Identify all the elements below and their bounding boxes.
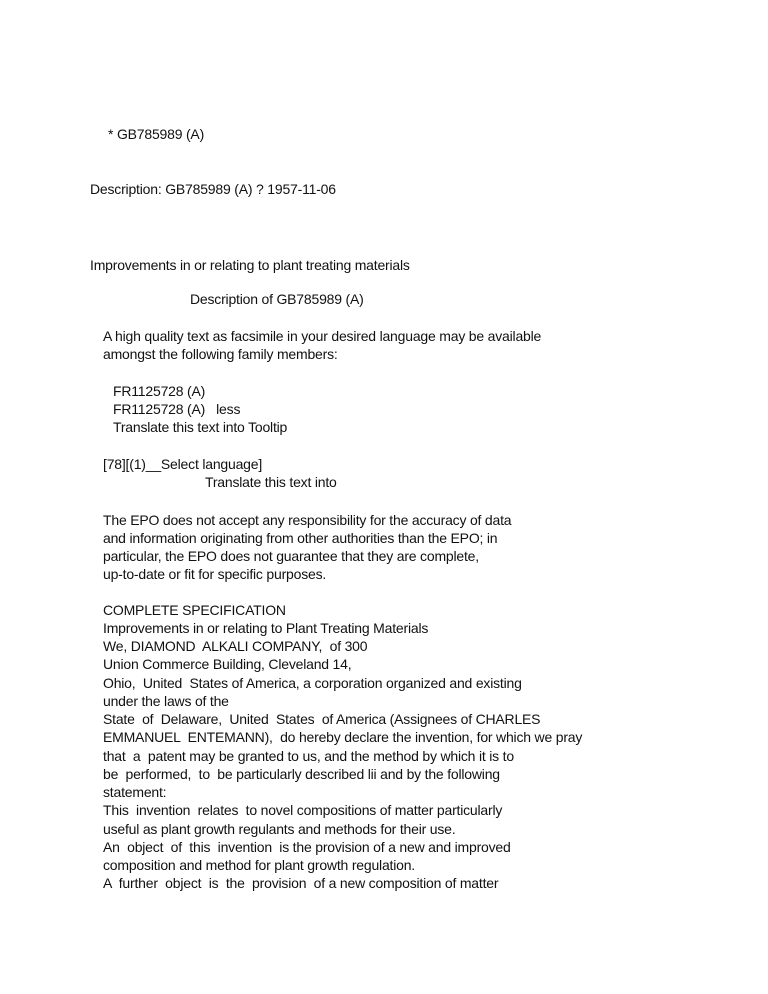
doc-id: * GB785989 (A) bbox=[108, 126, 205, 142]
specification-line: composition and method for plant growth regulation. bbox=[103, 857, 415, 873]
disclaimer-line-4: up-to-date or fit for specific purposes. bbox=[103, 566, 327, 582]
select-language-link[interactable]: [78][(1)__Select language] bbox=[103, 456, 263, 472]
description-heading: Description of GB785989 (A) bbox=[190, 291, 364, 307]
family-member-link[interactable]: FR1125728 (A) bbox=[113, 383, 206, 399]
document-title: Improvements in or relating to plant treating materials bbox=[90, 257, 410, 273]
facsimile-note-line-1: A high quality text as facsimile in your desired language may be available bbox=[103, 328, 542, 344]
specification-title: Improvements in or relating to Plant Treating Materials bbox=[103, 620, 429, 636]
specification-line: statement: bbox=[103, 784, 167, 800]
specification-line: Union Commerce Building, Cleveland 14, bbox=[103, 656, 352, 672]
specification-line: useful as plant growth regulants and methods for their use. bbox=[103, 821, 456, 837]
specification-line: State of Delaware, United States of America (Assignees of CHARLES bbox=[103, 711, 541, 727]
specification-heading: COMPLETE SPECIFICATION bbox=[103, 602, 286, 618]
specification-line: We, DIAMOND ALKALI COMPANY, of 300 bbox=[103, 638, 368, 654]
description-line: Description: GB785989 (A) ? 1957-11-06 bbox=[90, 181, 336, 197]
specification-line: be performed, to be particularly described lii and by the following bbox=[103, 766, 500, 782]
translate-text-label: Translate this text into bbox=[205, 474, 337, 490]
family-member-less-link[interactable]: FR1125728 (A) less bbox=[113, 401, 241, 417]
specification-line: under the laws of the bbox=[103, 693, 229, 709]
specification-line: This invention relates to novel compositions of matter particularly bbox=[103, 802, 503, 818]
specification-line: that a patent may be granted to us, and the method by which it is to bbox=[103, 748, 514, 764]
specification-line: EMMANUEL ENTEMANN), do hereby declare the invention, for which we pray bbox=[103, 729, 583, 745]
disclaimer-line-2: and information originating from other authorities than the EPO; in bbox=[103, 530, 498, 546]
specification-line: A further object is the provision of a new composition of matter bbox=[103, 875, 499, 891]
specification-line: Ohio, United States of America, a corporation organized and existing bbox=[103, 675, 522, 691]
translate-tooltip-text: Translate this text into Tooltip bbox=[113, 419, 288, 435]
disclaimer-line-3: particular, the EPO does not guarantee that they are complete, bbox=[103, 548, 479, 564]
disclaimer-line-1: The EPO does not accept any responsibility for the accuracy of data bbox=[103, 512, 512, 528]
facsimile-note-line-2: amongst the following family members: bbox=[103, 346, 338, 362]
specification-line: An object of this invention is the provision of a new and improved bbox=[103, 839, 511, 855]
